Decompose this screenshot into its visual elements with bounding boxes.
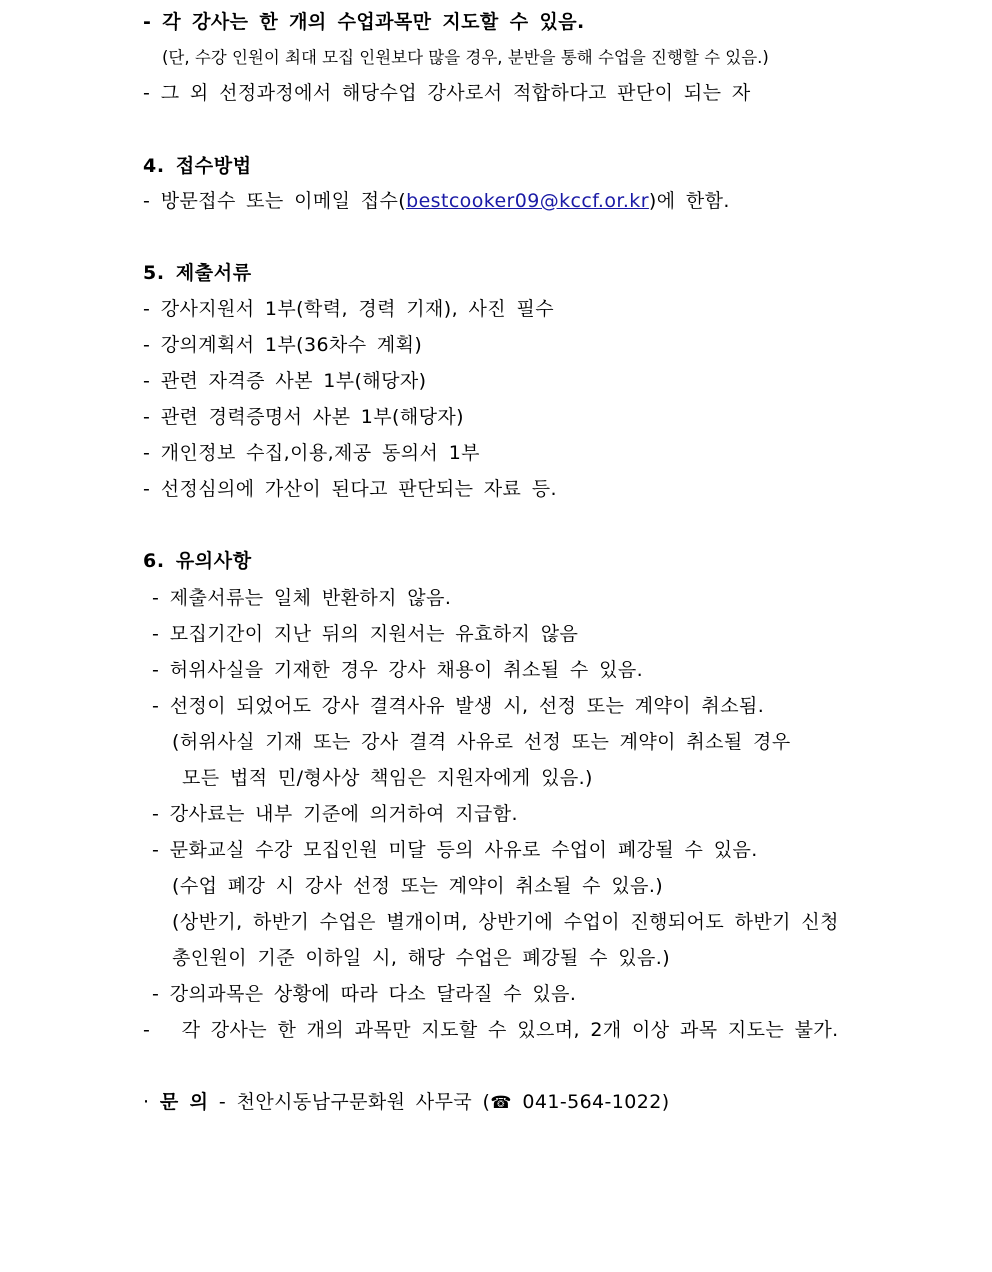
notice-line: (허위사실 기재 또는 강사 결격 사유로 선정 또는 계약이 취소될 경우 — [172, 731, 791, 753]
notice-line: - 제출서류는 일체 반환하지 않음. — [152, 587, 452, 609]
contact-close: ) — [661, 1091, 670, 1113]
document-item: - 강사지원서 1부(학력, 경력 기재), 사진 필수 — [143, 298, 554, 320]
section-5-heading: 5. 제출서류 — [143, 262, 252, 284]
section-4-submission-line — [143, 188, 730, 214]
submission-suffix: )에 한함. — [648, 190, 730, 212]
notice-line: - 문화교실 수강 모집인원 미달 등의 사유로 수업이 폐강될 수 있음. — [152, 839, 758, 861]
rule-one-subject-per-instructor: - 각 강사는 한 개의 수업과목만 지도할 수 있음. — [143, 11, 585, 33]
contact-label: 문 의 — [159, 1091, 209, 1113]
notice-line: - 강사료는 내부 기준에 의거하여 지급함. — [152, 803, 518, 825]
notice-line: - 선정이 되었어도 강사 결격사유 발생 시, 선정 또는 계약이 취소됨. — [152, 695, 765, 717]
notice-line: (수업 폐강 시 강사 선정 또는 계약이 취소될 수 있음.) — [172, 875, 664, 897]
contact-bullet: · — [143, 1091, 150, 1113]
document-item: - 선정심의에 가산이 된다고 판단되는 자료 등. — [143, 478, 557, 500]
notice-line: - 모집기간이 지난 뒤의 지원서는 유효하지 않음 — [152, 623, 579, 645]
notice-line: (상반기, 하반기 수업은 별개이며, 상반기에 수업이 진행되어도 하반기 신청 — [172, 911, 839, 933]
document-item: - 개인정보 수집,이용,제공 동의서 1부 — [143, 442, 480, 464]
rule-other-suitable: - 그 외 선정과정에서 해당수업 강사로서 적합하다고 판단이 되는 자 — [143, 82, 751, 104]
notice-line: - 강의과목은 상황에 따라 다소 달라질 수 있음. — [152, 983, 577, 1005]
contact-line — [143, 1089, 670, 1116]
contact-phone: 041-564-1022 — [522, 1091, 662, 1113]
notice-line: - 각 강사는 한 개의 과목만 지도할 수 있으며, 2개 이상 과목 지도는 불가. — [143, 1019, 839, 1041]
email-link[interactable]: bestcooker09@kccf.or.kr — [406, 190, 649, 212]
notice-line: 총인원이 기준 이하일 시, 해당 수업은 폐강될 수 있음.) — [172, 947, 671, 969]
phone-icon: ☎ — [490, 1093, 512, 1113]
document-item: - 관련 경력증명서 사본 1부(해당자) — [143, 406, 464, 428]
contact-text: - 천안시동남구문화원 사무국 ( — [218, 1091, 491, 1113]
notice-line: 모든 법적 민/형사상 책임은 지원자에게 있음.) — [182, 767, 593, 789]
submission-prefix: - 방문접수 또는 이메일 접수( — [143, 190, 407, 212]
notice-line: - 허위사실을 기재한 경우 강사 채용이 취소될 수 있음. — [152, 659, 644, 681]
document-item: - 관련 자격증 사본 1부(해당자) — [143, 370, 427, 392]
section-4-heading: 4. 접수방법 — [143, 155, 252, 177]
document-item: - 강의계획서 1부(36차수 계획) — [143, 334, 423, 356]
rule-split-class-note: (단, 수강 인원이 최대 모집 인원보다 많을 경우, 분반을 통해 수업을 진행할 수 있음.) — [162, 48, 769, 67]
section-6-heading: 6. 유의사항 — [143, 550, 252, 572]
